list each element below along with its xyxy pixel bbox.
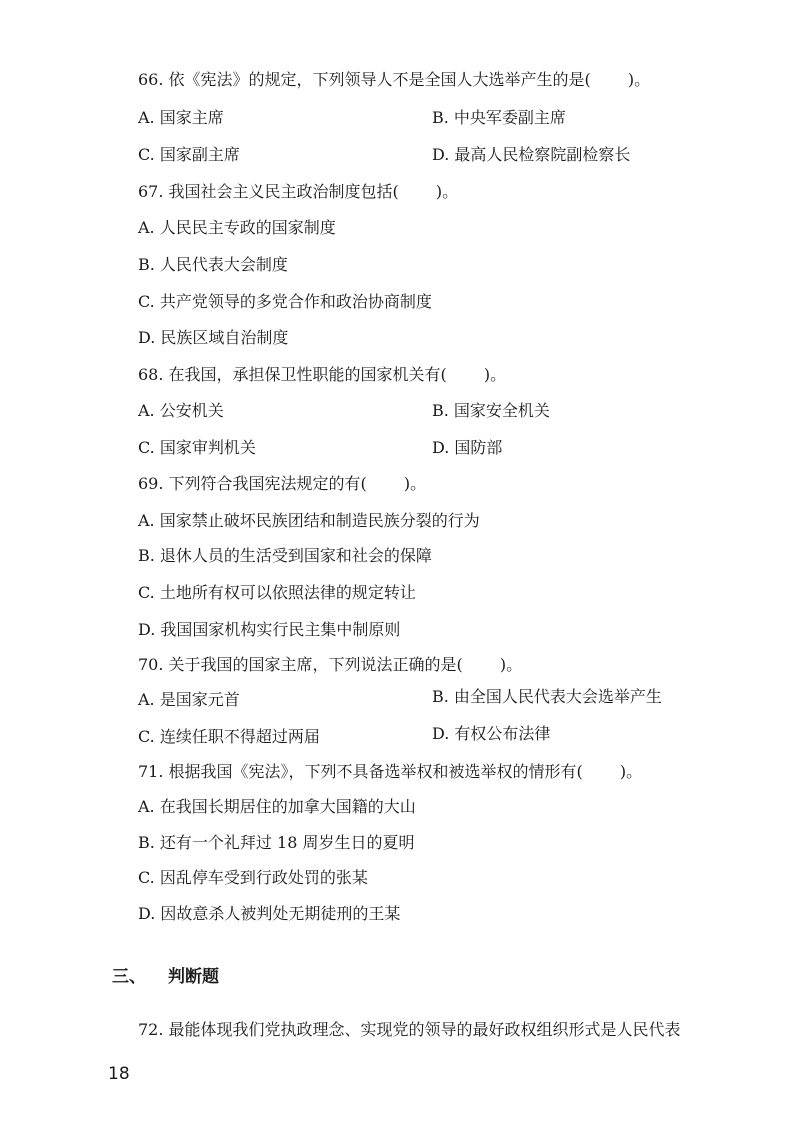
- section-number: 三、: [112, 967, 146, 987]
- question-70-option-a: A. 是国家元首: [138, 690, 240, 709]
- question-68-option-a: A. 公安机关: [138, 401, 224, 420]
- question-66-option-a: A. 国家主席: [138, 108, 224, 127]
- question-68-option-b: B. 国家安全机关: [432, 401, 550, 420]
- question-69-option-c: C. 土地所有权可以依照法律的规定转让: [138, 583, 416, 602]
- question-66-option-b: B. 中央军委副主席: [432, 108, 566, 127]
- question-68-option-c: C. 国家审判机关: [138, 438, 256, 457]
- section-heading: [112, 966, 219, 988]
- question-67-option-d: D. 民族区域自治制度: [138, 328, 289, 347]
- question-69-option-a: A. 国家禁止破坏民族团结和制造民族分裂的行为: [138, 511, 480, 530]
- question-66-option-c: C. 国家副主席: [138, 145, 240, 164]
- page-number: 18: [108, 1064, 130, 1084]
- question-70-option-b: B. 由全国人民代表大会选举产生: [432, 687, 662, 706]
- question-71-option-b: B. 还有一个礼拜过 18 周岁生日的夏明: [138, 833, 415, 852]
- section-title: 判断题: [168, 967, 219, 987]
- question-70-option-d: D. 有权公布法律: [432, 724, 551, 743]
- question-71-option-c: C. 因乱停车受到行政处罚的张某: [138, 868, 368, 887]
- question-67-option-c: C. 共产党领导的多党合作和政治协商制度: [138, 292, 432, 311]
- question-68-stem: 68. 在我国，承担保卫性职能的国家机关有( )。: [138, 365, 507, 384]
- question-68-option-d: D. 国防部: [432, 438, 503, 457]
- question-71-stem: 71. 根据我国《宪法》，下列不具备选举权和被选举权的情形有( )。: [138, 762, 643, 781]
- question-67-option-b: B. 人民代表大会制度: [138, 255, 288, 274]
- question-66-stem: 66. 依《宪法》的规定，下列领导人不是全国人大选举产生的是( )。: [138, 70, 651, 89]
- question-71-option-d: D. 因故意杀人被判处无期徒刑的王某: [138, 904, 401, 923]
- question-69-option-b: B. 退休人员的生活受到国家和社会的保障: [138, 546, 432, 565]
- question-72-stem: 72. 最能体现我们党执政理念、实现党的领导的最好政权组织形式是人民代表: [138, 1020, 681, 1039]
- question-69-stem: 69. 下列符合我国宪法规定的有( )。: [138, 474, 427, 493]
- question-71-option-a: A. 在我国长期居住的加拿大国籍的大山: [138, 797, 416, 816]
- question-67-stem: 67. 我国社会主义民主政治制度包括( )。: [138, 182, 459, 201]
- question-67-option-a: A. 人民民主专政的国家制度: [138, 218, 336, 237]
- question-70-stem: 70. 关于我国的国家主席，下列说法正确的是( )。: [138, 655, 523, 674]
- question-69-option-d: D. 我国国家机构实行民主集中制原则: [138, 620, 401, 639]
- question-70-option-c: C. 连续任职不得超过两届: [138, 727, 320, 746]
- question-66-option-d: D. 最高人民检察院副检察长: [432, 145, 631, 164]
